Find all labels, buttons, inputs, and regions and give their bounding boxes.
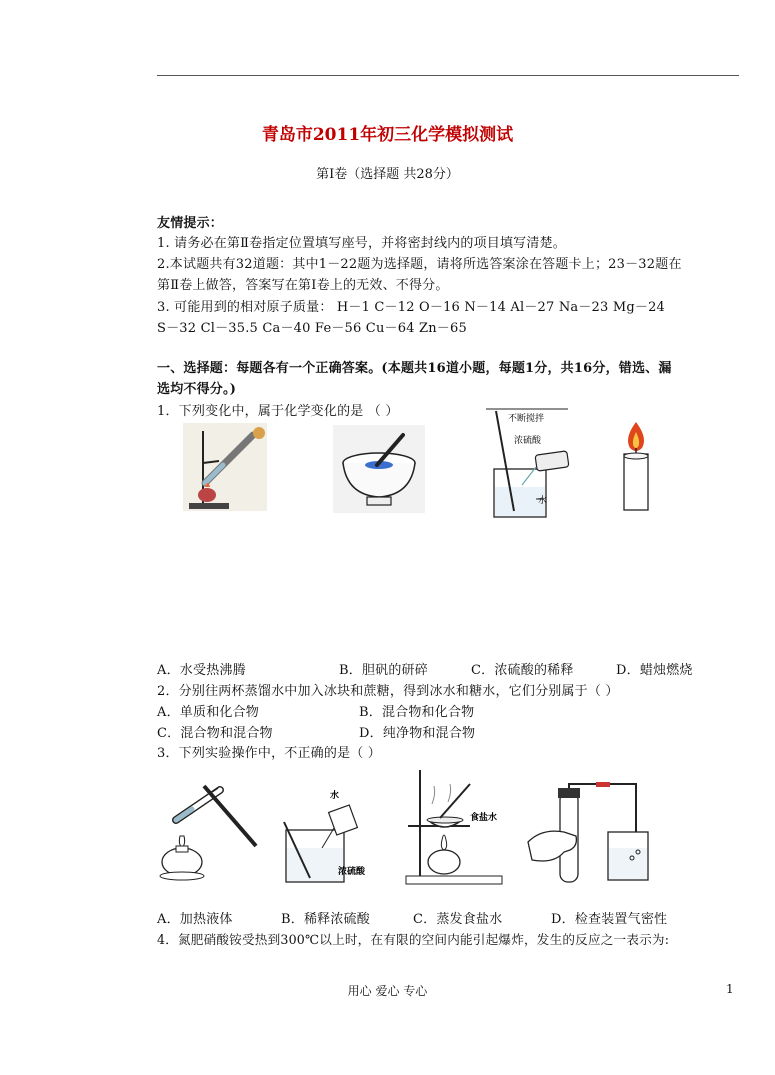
header-rule	[157, 75, 739, 76]
q3-option-b: B．稀释浓硫酸	[281, 912, 370, 927]
q3-label-salt: 食盐水	[470, 813, 498, 823]
q3-fig-b-dilute-acid	[280, 782, 380, 886]
q3-stem: 3．下列实验操作中，不正确的是（ ）	[157, 746, 382, 761]
tips-heading: 友情提示：	[157, 216, 224, 231]
q3-fig-d-airtight	[524, 782, 656, 886]
q1-label-acid: 浓硫酸	[514, 436, 542, 446]
tips-line-2: 2.本试题共有32道题：其中1－22题为选择题，请将所选答案涂在答题卡上；23－32题在	[157, 257, 682, 272]
q1-stem: 1．下列变化中，属于化学变化的是 （ ）	[157, 404, 399, 419]
q1-option-d: D．蜡烛燃烧	[616, 663, 693, 678]
q1-label-water: 水	[538, 496, 548, 506]
tips-line-4: 3. 可能用到的相对原子质量： H－1 C－12 O－16 N－14 Al－27 Na－23 Mg－24	[157, 300, 666, 315]
page-footer: 用心 爱心 专心	[347, 984, 428, 998]
q2-option-a: A．单质和化合物	[157, 705, 259, 720]
q2-option-b: B．混合物和化合物	[359, 705, 475, 720]
q2-option-d: D．纯净物和混合物	[359, 726, 476, 741]
q1-option-b: B．胆矾的研碎	[339, 663, 428, 678]
tips-line-5: S－32 Cl－35.5 Ca－40 Fe－56 Cu－64 Zn－65	[157, 321, 467, 336]
section1-heading-1: 一、选择题：每题各有一个正确答案。(本题共16道小题，每题1分，共16分，错选、漏	[157, 361, 672, 376]
q3-option-c: C．蒸发食盐水	[413, 912, 503, 927]
q3-fig-c-evaporate	[400, 768, 510, 886]
page-subtitle: 第Ⅰ卷（选择题 共28分）	[316, 167, 459, 182]
page-number: 1	[726, 982, 734, 996]
section1-heading-2: 选均不得分。)	[157, 382, 237, 397]
q3-label-acid: 浓硫酸	[338, 867, 366, 877]
q1-fig-b-mortar	[333, 425, 425, 513]
q1-fig-c-dilute-acid	[478, 407, 570, 519]
q1-option-c: C．浓硫酸的稀释	[471, 663, 574, 678]
q2-option-c: C．混合物和混合物	[157, 726, 273, 741]
q3-label-water: 水	[330, 791, 340, 801]
q3-fig-a-heat-liquid	[158, 778, 258, 886]
page-title: 青岛市2011年初三化学模拟测试	[261, 125, 514, 145]
q4-stem: 4．氮肥硝酸铵受热到300℃以上时，在有限的空间内能引起爆炸，发生的反应之一表示为:	[157, 932, 670, 947]
q2-stem: 2．分别往两杯蒸馏水中加入冰块和蔗糖，得到冰水和糖水，它们分别属于（ ）	[157, 684, 619, 699]
tips-line-3: 第Ⅱ卷上做答，答案写在第Ⅰ卷上的无效、不得分。	[157, 278, 449, 293]
q1-option-a: A．水受热沸腾	[157, 663, 246, 678]
q1-label-stir: 不断搅拌	[508, 414, 545, 424]
q3-option-a: A．加热液体	[157, 912, 233, 927]
q1-fig-d-candle	[618, 420, 654, 512]
q3-option-d: D．检查装置气密性	[551, 912, 668, 927]
q1-fig-a-heating-water	[183, 423, 267, 511]
tips-line-1: 1. 请务必在第Ⅱ卷指定位置填写座号，并将密封线内的项目填写清楚。	[157, 236, 566, 251]
